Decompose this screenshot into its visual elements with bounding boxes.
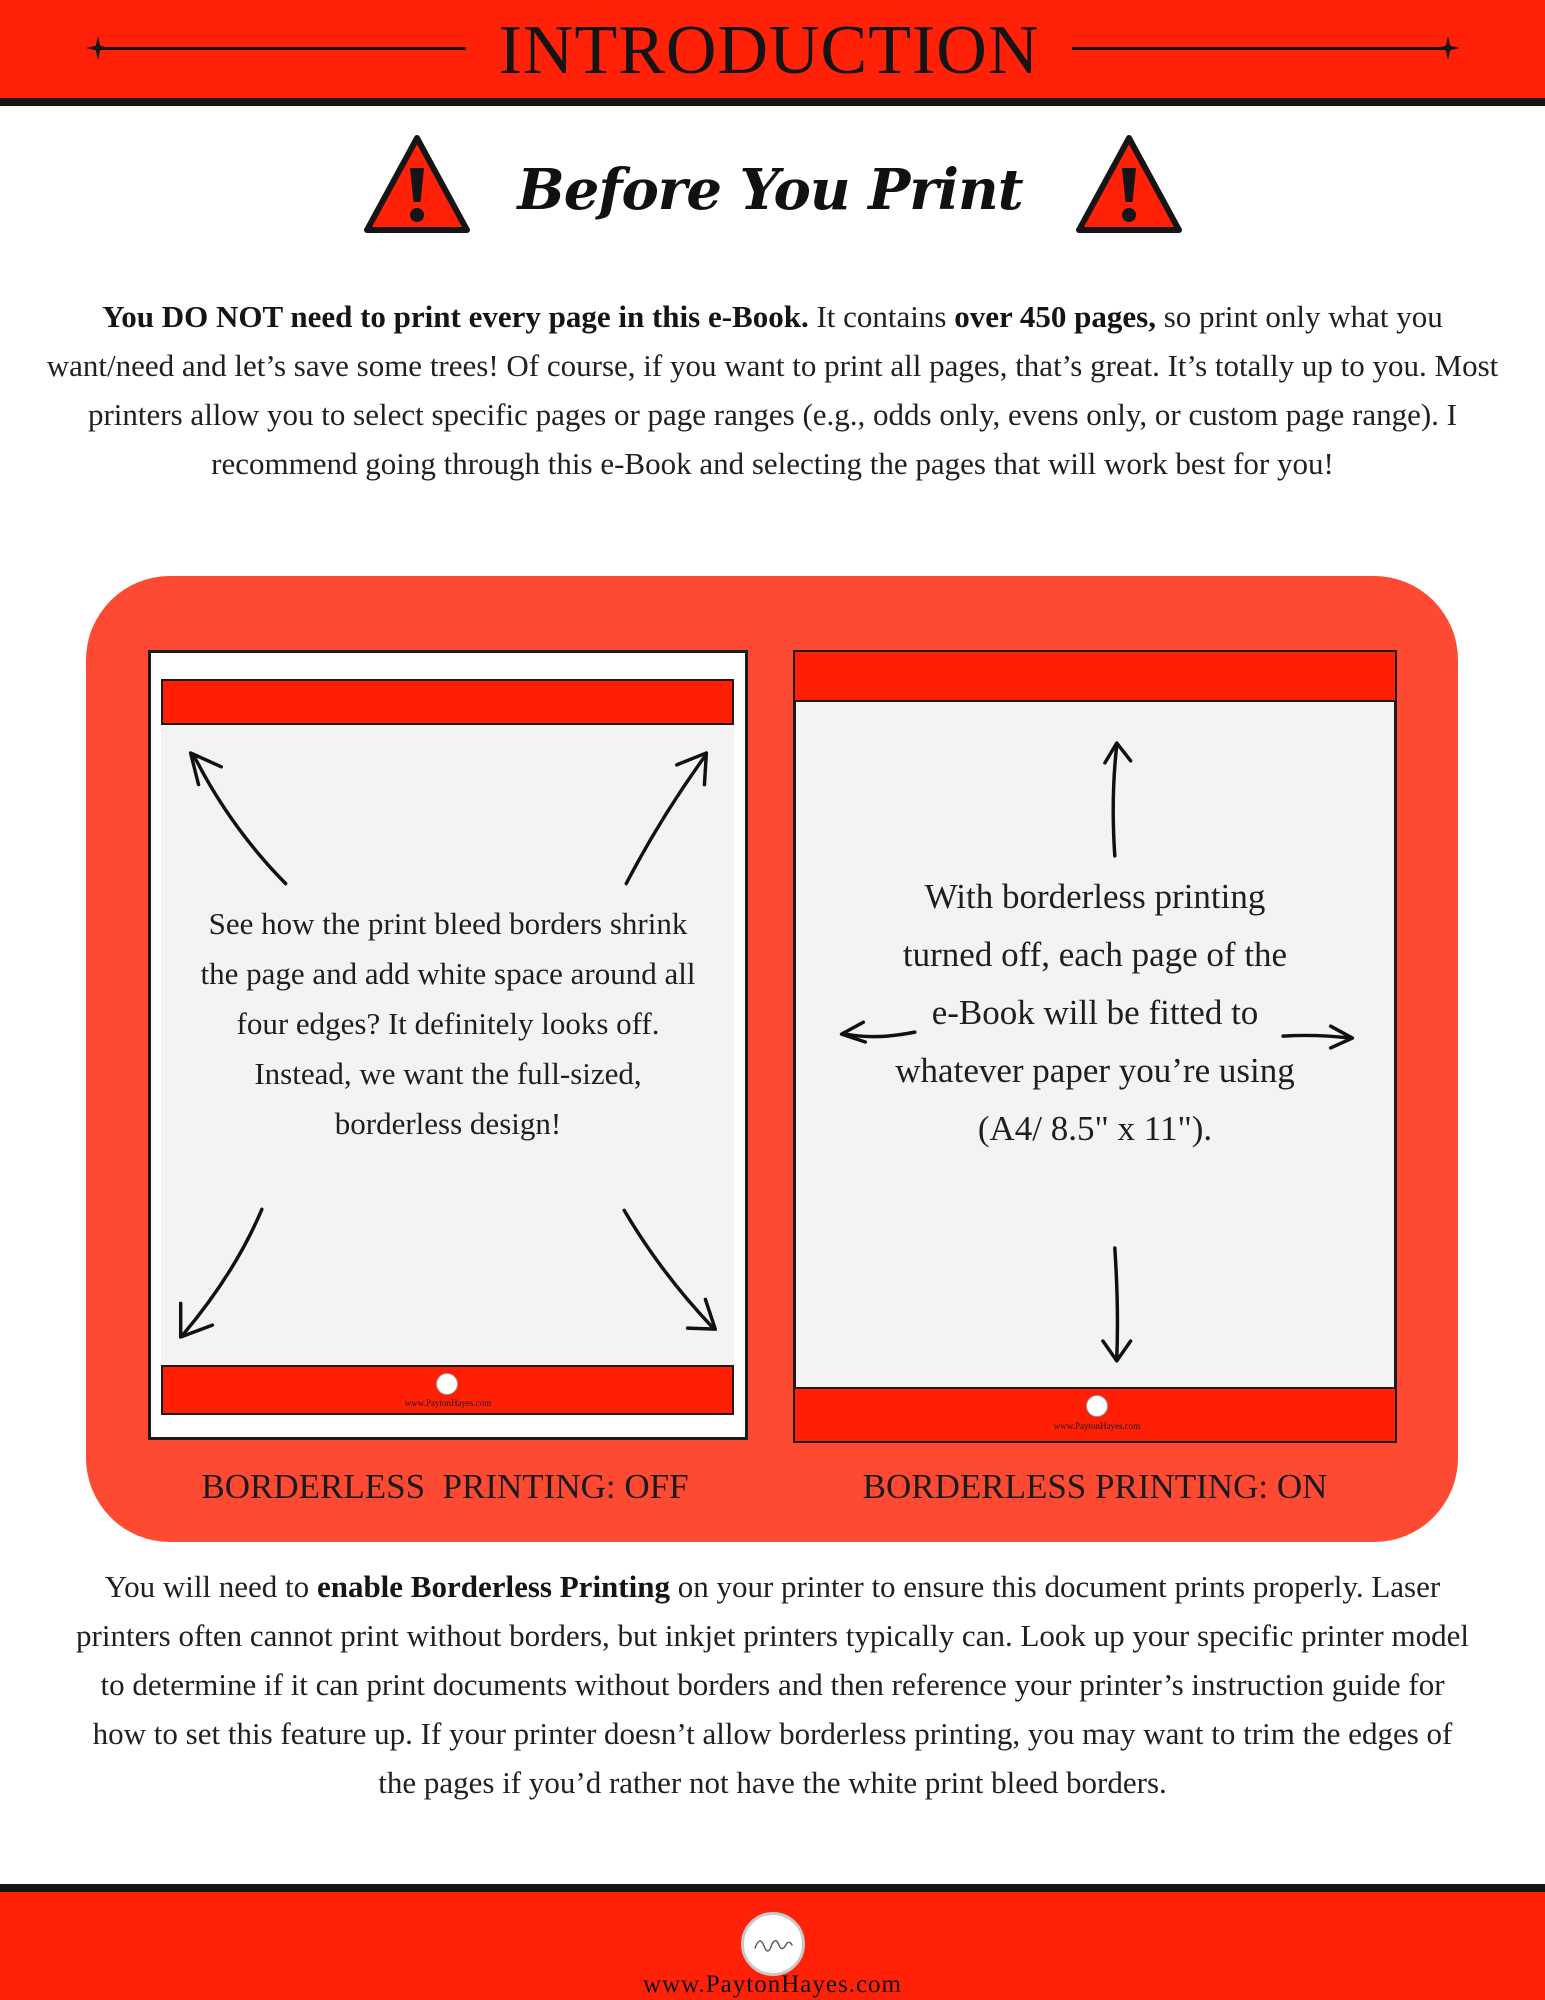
four-point-star-icon bbox=[1436, 36, 1460, 60]
header-line-left bbox=[98, 47, 466, 50]
header-line-right bbox=[1072, 47, 1448, 50]
page-title: INTRODUCTION bbox=[498, 12, 1040, 89]
outro-paragraph bbox=[70, 1562, 1475, 1807]
four-point-star-icon bbox=[86, 36, 110, 60]
footer-rule bbox=[0, 1884, 1545, 1892]
page-mockup-borderless-off bbox=[148, 650, 748, 1440]
warning-triangle-icon bbox=[1074, 132, 1184, 238]
intro-bold-1: You DO NOT need to print every page in this e-Book. bbox=[102, 299, 809, 334]
outro-text-2: on your printer to ensure this document prints properly. Laser printers often cannot print without borders, but inkjet printers typically can. Look up your specific printer model to determine if it can print documents without borders and then reference your printer’s instruction guide for how to set this feature up. If your printer doesn’t allow borderless printing, you may want to trim the edges of the pages if you’d rather not have the white print bleed borders. bbox=[76, 1569, 1469, 1800]
borderless-on-caption: With borderless printing turned off, each page of the e-Book will be fitted to whatever paper you’re using (A4/ 8.5" x 11"). bbox=[895, 877, 1295, 1148]
intro-bold-2: over 450 pages, bbox=[954, 299, 1156, 334]
intro-text-2: so print only what you want/need and let’s save some trees! Of course, if you want to print all pages, that’s great. It’s totally up to you. Most printers allow you to select specific pages or page ranges (e.g., odds only, evens only, or custom page range). I recommend going through this e-Book and selecting the pages that will work best for you! bbox=[46, 299, 1499, 481]
intro-text-1: It contains bbox=[808, 299, 955, 334]
page-mockup-borderless-on bbox=[793, 650, 1397, 1440]
borderless-on-label: BORDERLESS PRINTING: ON bbox=[862, 1467, 1328, 1506]
before-you-print-heading: Before You Print bbox=[517, 157, 1023, 223]
outro-bold-1: enable Borderless Printing bbox=[316, 1569, 670, 1604]
header-rule bbox=[0, 98, 1545, 106]
mockup-footer-url: www.PaytonHayes.com bbox=[404, 1398, 492, 1408]
footer-website-link[interactable]: www.PaytonHayes.com bbox=[642, 1971, 902, 1998]
intro-paragraph bbox=[40, 292, 1505, 488]
borderless-off-caption: See how the print bleed borders shrink the page and add white space around all four edges? It definitely looks off. Instead, we want the full-sized, borderless design! bbox=[200, 906, 696, 1141]
signature-logo-icon bbox=[741, 1912, 805, 1976]
outro-text-1: You will need to bbox=[104, 1569, 317, 1604]
warning-triangle-icon bbox=[362, 132, 472, 238]
signature-scribble bbox=[752, 1933, 794, 1955]
mockup-footer-url: www.PaytonHayes.com bbox=[1053, 1421, 1141, 1431]
borderless-off-label: BORDERLESS PRINTING: OFF bbox=[201, 1467, 689, 1506]
